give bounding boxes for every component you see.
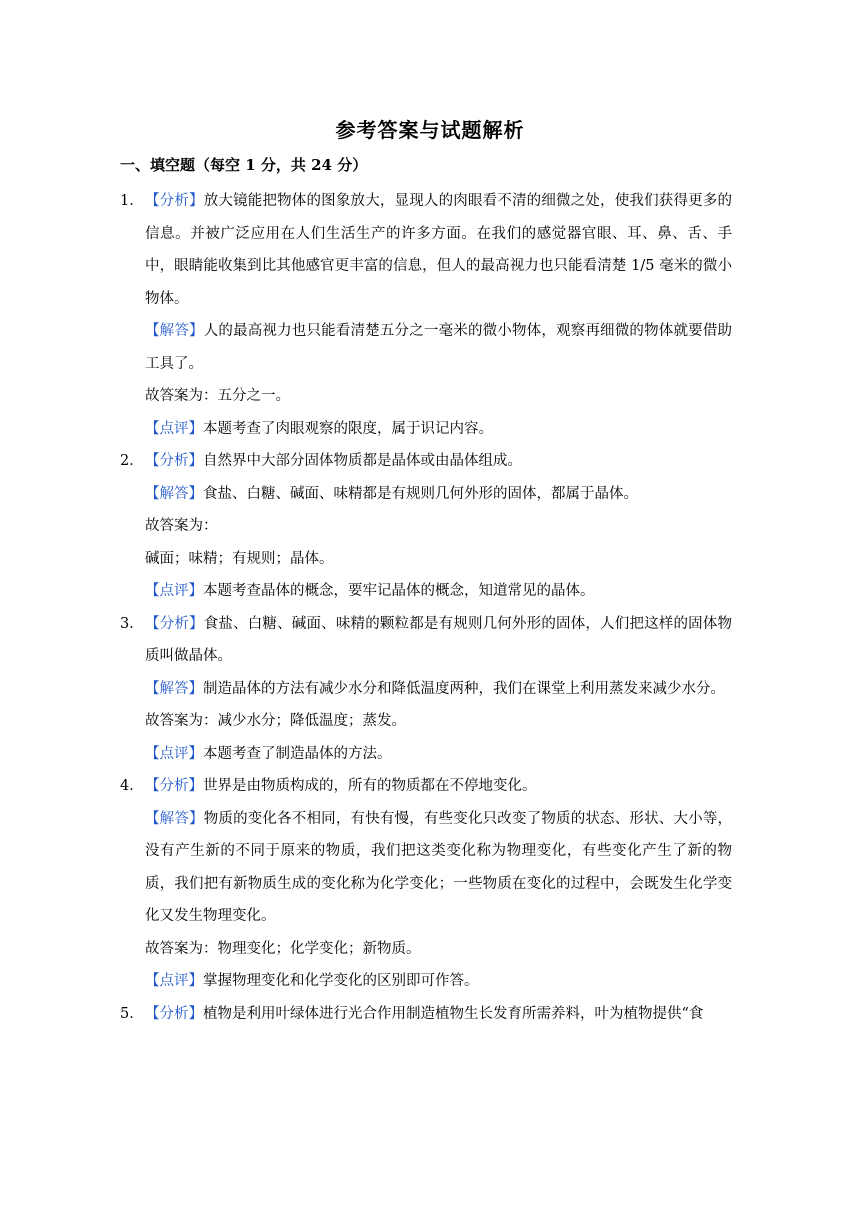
paragraph-text: 食盐、白糖、碱面、味精的颗粒都是有规则几何外形的固体，人们把这样的固体物质叫做晶体。 bbox=[145, 615, 732, 664]
question-item bbox=[120, 445, 732, 608]
paragraph-text: 人的最高视力也只能看清楚五分之一毫米的微小物体，观察再细微的物体就要借助工具了。 bbox=[145, 323, 732, 372]
section-tag-label: 【分析】 bbox=[145, 453, 203, 469]
paragraph-text: 自然界中大部分固体物质都是晶体或由晶体组成。 bbox=[203, 453, 522, 469]
section-tag-label: 【点评】 bbox=[145, 745, 203, 762]
paragraph-text: 故答案为：物理变化；化学变化；新物质。 bbox=[145, 940, 421, 957]
answer-paragraph bbox=[145, 803, 732, 933]
question-item bbox=[120, 185, 732, 445]
section-heading: 一、填空题（每空 1 分，共 24 分） bbox=[120, 156, 368, 174]
answer-paragraph bbox=[145, 965, 732, 998]
paragraph-text: 掌握物理变化和化学变化的区别即可作答。 bbox=[203, 973, 479, 989]
section-tag-label: 【解答】 bbox=[145, 323, 204, 339]
answer-paragraph bbox=[145, 315, 732, 380]
paragraph-text: 本题考查晶体的概念，要牢记晶体的概念，知道常见的晶体。 bbox=[203, 583, 595, 599]
answer-paragraph bbox=[145, 738, 732, 771]
question-number: 5． bbox=[120, 1005, 144, 1022]
question-number: 3． bbox=[120, 615, 144, 632]
paragraph-text: 本题考查了制造晶体的方法。 bbox=[203, 745, 392, 762]
paragraph-text: 碱面；味精；有规则；晶体。 bbox=[145, 550, 334, 567]
answer-paragraph bbox=[145, 770, 732, 803]
section-tag-label: 【解答】 bbox=[145, 680, 203, 697]
question-item bbox=[120, 998, 732, 1031]
answer-list bbox=[120, 185, 732, 1030]
answer-paragraph bbox=[145, 998, 732, 1031]
section-tag-label: 【点评】 bbox=[145, 583, 203, 599]
question-item bbox=[120, 608, 732, 771]
paragraph-text: 植物是利用叶绿体进行光合作用制造植物生长发育所需养料，叶为植物提供“食 bbox=[203, 1005, 704, 1022]
answer-paragraph bbox=[145, 510, 732, 543]
paragraph-text: 故答案为：五分之一。 bbox=[145, 388, 290, 404]
answer-paragraph bbox=[145, 380, 732, 413]
page-title: 参考答案与试题解析 bbox=[335, 118, 525, 142]
paragraph-text: 本题考查了肉眼观察的限度，属于识记内容。 bbox=[203, 420, 493, 437]
section-tag-label: 【解答】 bbox=[145, 485, 203, 502]
question-item bbox=[120, 770, 732, 998]
paragraph-text: 故答案为：减少水分；降低温度；蒸发。 bbox=[145, 713, 406, 729]
paragraph-text: 世界是由物质构成的，所有的物质都在不停地变化。 bbox=[203, 778, 537, 794]
answer-paragraph bbox=[145, 673, 732, 706]
paragraph-text: 放大镜能把物体的图象放大，显现人的肉眼看不清的细微之处，使我们获得更多的信息。并被广泛应用在人们生活生产的许多方面。在我们的感觉器官眼、耳、鼻、舌、手中，眼睛能收集到比其他感官更丰富的信息，但人的最高视力也只能看清楚 1/5 毫米的微小物体。 bbox=[145, 193, 732, 307]
question-number: 1． bbox=[120, 193, 144, 209]
answer-paragraph bbox=[145, 705, 732, 738]
answer-paragraph bbox=[145, 608, 732, 673]
answer-paragraph bbox=[145, 185, 732, 315]
paragraph-text: 物质的变化各不相同，有快有慢，有些变化只改变了物质的状态、形状、大小等，没有产生新的不同于原来的物质，我们把这类变化称为物理变化，有些变化产生了新的物质，我们把有新物质生成的变化称为化学变化；一些物质在变化的过程中，会既发生化学变化又发生物理变化。 bbox=[145, 810, 732, 924]
answer-paragraph bbox=[145, 933, 732, 966]
paragraph-text: 制造晶体的方法有减少水分和降低温度两种，我们在课堂上利用蒸发来减少水分。 bbox=[203, 680, 725, 697]
question-number: 4． bbox=[120, 778, 144, 794]
answer-paragraph bbox=[145, 575, 732, 608]
answer-paragraph bbox=[145, 543, 732, 576]
answer-paragraph bbox=[145, 413, 732, 446]
section-tag-label: 【解答】 bbox=[145, 810, 204, 827]
section-tag-label: 【分析】 bbox=[145, 778, 203, 794]
paragraph-text: 食盐、白糖、碱面、味精都是有规则几何外形的固体，都属于晶体。 bbox=[203, 485, 638, 502]
section-tag-label: 【分析】 bbox=[145, 615, 204, 632]
answer-paragraph bbox=[145, 478, 732, 511]
paragraph-text: 故答案为： bbox=[145, 518, 218, 534]
section-tag-label: 【分析】 bbox=[145, 193, 204, 209]
section-tag-label: 【分析】 bbox=[145, 1005, 203, 1022]
section-tag-label: 【点评】 bbox=[145, 420, 203, 437]
question-number: 2． bbox=[120, 453, 144, 469]
answer-paragraph bbox=[145, 445, 732, 478]
section-tag-label: 【点评】 bbox=[145, 973, 203, 989]
